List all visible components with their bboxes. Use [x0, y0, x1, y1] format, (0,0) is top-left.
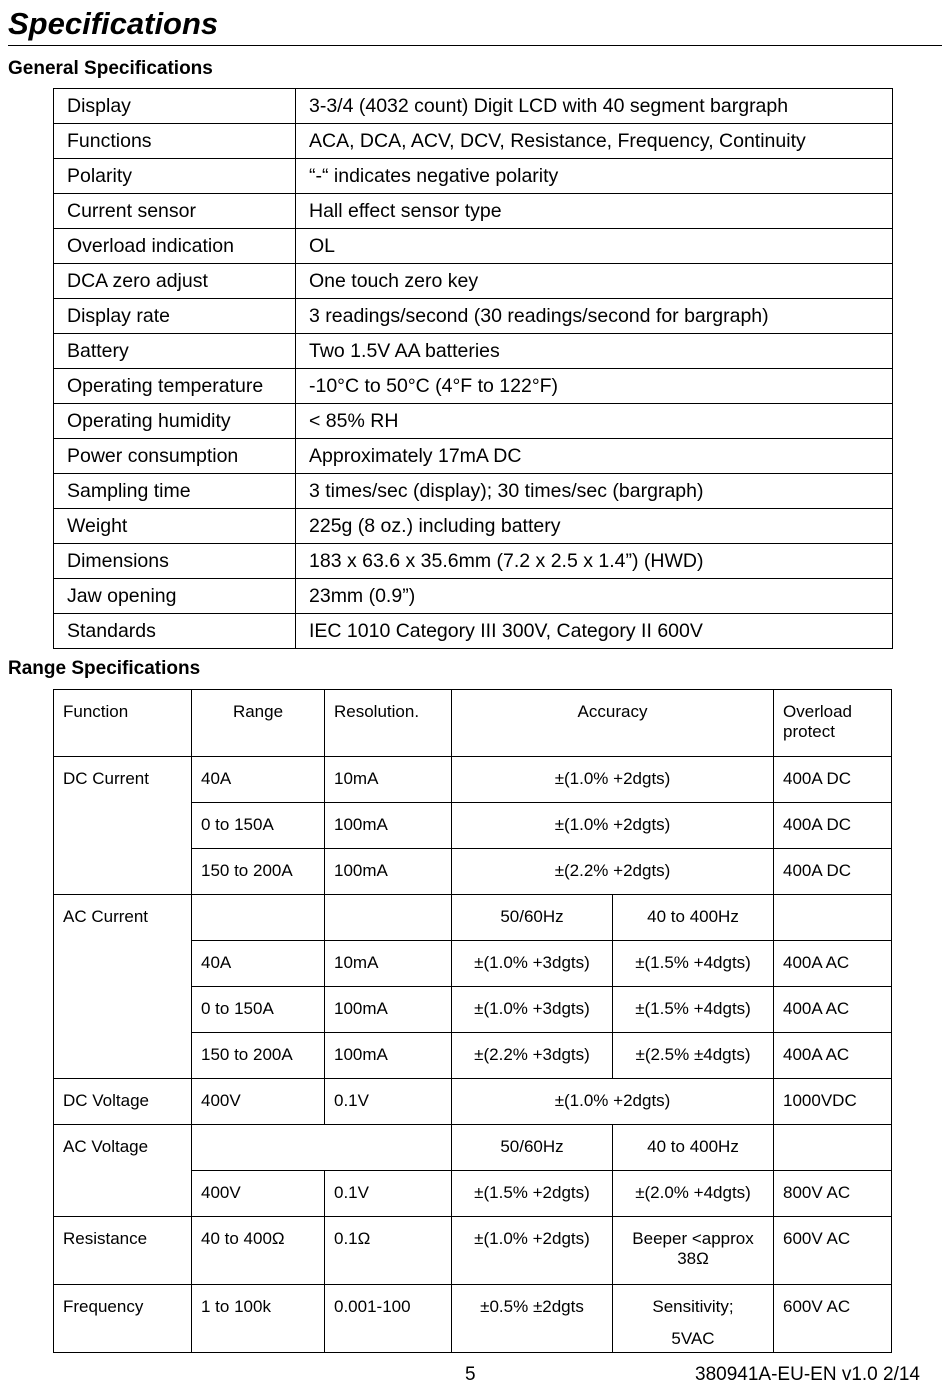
- table-row: [54, 1217, 892, 1285]
- range-specifications-table: [53, 689, 892, 1353]
- resolution-cell: 100mA: [325, 849, 452, 895]
- table-row: [54, 544, 893, 579]
- table-row: [54, 334, 893, 369]
- function-blank: [54, 1171, 192, 1217]
- table-row: [54, 474, 893, 509]
- resolution-cell: [325, 895, 452, 941]
- spec-name: Jaw opening: [54, 579, 296, 614]
- function-resistance: Resistance: [54, 1217, 192, 1285]
- title-divider: [8, 45, 942, 46]
- page-title: Specifications: [8, 6, 219, 41]
- accuracy-cell: ±(1.0% +2dgts): [452, 803, 774, 849]
- overload-cell: 800V AC: [774, 1171, 892, 1217]
- document-id: 380941A-EU-EN v1.0 2/14: [695, 1364, 920, 1385]
- range-cell: 0 to 150A: [192, 803, 325, 849]
- range-cell: [192, 895, 325, 941]
- spec-name: Weight: [54, 509, 296, 544]
- function-blank: [54, 941, 192, 987]
- table-row: [54, 369, 893, 404]
- overload-cell: 400A AC: [774, 987, 892, 1033]
- spec-value: 225g (8 oz.) including battery: [296, 509, 893, 544]
- table-row: [54, 757, 892, 803]
- spec-name: Display rate: [54, 299, 296, 334]
- frequency-band-40-400: 40 to 400Hz: [613, 1125, 774, 1171]
- table-row: [54, 439, 893, 474]
- function-blank: [54, 1033, 192, 1079]
- function-blank: [54, 849, 192, 895]
- table-header-row: [54, 690, 892, 757]
- spec-name: Sampling time: [54, 474, 296, 509]
- accuracy-cell: ±(1.0% +2dgts): [452, 1217, 613, 1285]
- table-row: [54, 264, 893, 299]
- range-cell: 150 to 200A: [192, 849, 325, 895]
- table-row: [54, 895, 892, 941]
- accuracy-cell: ±(2.2% +2dgts): [452, 849, 774, 895]
- spec-name: Operating temperature: [54, 369, 296, 404]
- accuracy-cell: ±(1.5% +4dgts): [613, 987, 774, 1033]
- general-specifications-heading: General Specifications: [8, 58, 213, 79]
- spec-value: “-“ indicates negative polarity: [296, 159, 893, 194]
- accuracy-cell: [613, 1285, 774, 1353]
- spec-name: DCA zero adjust: [54, 264, 296, 299]
- resolution-cell: 10mA: [325, 941, 452, 987]
- function-dc-current: DC Current: [54, 757, 192, 803]
- range-cell: 400V: [192, 1079, 325, 1125]
- table-row: [54, 1079, 892, 1125]
- header-range: Range: [192, 690, 325, 757]
- range-cell: 0 to 150A: [192, 987, 325, 1033]
- table-row: [54, 194, 893, 229]
- spec-value: Approximately 17mA DC: [296, 439, 893, 474]
- table-row: [54, 803, 892, 849]
- range-cell: 1 to 100k: [192, 1285, 325, 1353]
- frequency-band-40-400: 40 to 400Hz: [613, 895, 774, 941]
- spec-name: Current sensor: [54, 194, 296, 229]
- header-function: Function: [54, 690, 192, 757]
- table-row: [54, 124, 893, 159]
- table-row: [54, 579, 893, 614]
- resolution-cell: 100mA: [325, 1033, 452, 1079]
- accuracy-cell: ±0.5% ±2dgts: [452, 1285, 613, 1353]
- spec-name: Dimensions: [54, 544, 296, 579]
- range-cell: 40A: [192, 757, 325, 803]
- overload-cell: 400A DC: [774, 803, 892, 849]
- resolution-cell: 0.1V: [325, 1079, 452, 1125]
- spec-name: Overload indication: [54, 229, 296, 264]
- table-row: [54, 1033, 892, 1079]
- resolution-cell: 0.1V: [325, 1171, 452, 1217]
- resolution-cell: 10mA: [325, 757, 452, 803]
- function-frequency: Frequency: [54, 1285, 192, 1353]
- spec-value: 23mm (0.9”): [296, 579, 893, 614]
- spec-value: 183 x 63.6 x 35.6mm (7.2 x 2.5 x 1.4”) (HWD): [296, 544, 893, 579]
- spec-name: Battery: [54, 334, 296, 369]
- table-row: [54, 159, 893, 194]
- accuracy-cell: ±(1.0% +2dgts): [452, 1079, 774, 1125]
- spec-value: -10°C to 50°C (4°F to 122°F): [296, 369, 893, 404]
- accuracy-cell: ±(1.0% +2dgts): [452, 757, 774, 803]
- table-row: [54, 89, 893, 124]
- table-row: [54, 509, 893, 544]
- table-row: [54, 1125, 892, 1171]
- spec-value: OL: [296, 229, 893, 264]
- spec-value: < 85% RH: [296, 404, 893, 439]
- table-row: [54, 299, 893, 334]
- sensitivity-label: Sensitivity;: [652, 1297, 734, 1316]
- resolution-cell: 100mA: [325, 803, 452, 849]
- accuracy-cell: ±(2.0% +4dgts): [613, 1171, 774, 1217]
- spec-value: IEC 1010 Category III 300V, Category II 600V: [296, 614, 893, 649]
- range-cell: 400V: [192, 1171, 325, 1217]
- overload-cell: 400A DC: [774, 849, 892, 895]
- spec-value: One touch zero key: [296, 264, 893, 299]
- header-accuracy: Accuracy: [452, 690, 774, 757]
- table-row: [54, 849, 892, 895]
- table-row: [54, 987, 892, 1033]
- spec-value: 3 times/sec (display); 30 times/sec (bargraph): [296, 474, 893, 509]
- range-specifications-heading: Range Specifications: [8, 658, 201, 679]
- spec-name: Functions: [54, 124, 296, 159]
- spec-name: Polarity: [54, 159, 296, 194]
- resolution-cell: 0.001-100: [325, 1285, 452, 1353]
- spec-name: Power consumption: [54, 439, 296, 474]
- overload-cell: 400A DC: [774, 757, 892, 803]
- overload-cell: [774, 895, 892, 941]
- accuracy-cell: ±(1.5% +2dgts): [452, 1171, 613, 1217]
- accuracy-cell: Beeper <approx 38Ω: [613, 1217, 774, 1285]
- header-overload: Overload protect: [774, 690, 892, 757]
- spec-value: Hall effect sensor type: [296, 194, 893, 229]
- overload-cell: 600V AC: [774, 1217, 892, 1285]
- frequency-band-50-60: 50/60Hz: [452, 895, 613, 941]
- table-row: [54, 1285, 892, 1353]
- spec-name: Standards: [54, 614, 296, 649]
- function-blank: [54, 987, 192, 1033]
- range-cell: [192, 1125, 452, 1171]
- range-cell: 40 to 400Ω: [192, 1217, 325, 1285]
- range-cell: 40A: [192, 941, 325, 987]
- accuracy-cell: ±(1.5% +4dgts): [613, 941, 774, 987]
- accuracy-cell: ±(2.5% ±4dgts): [613, 1033, 774, 1079]
- spec-name: Operating humidity: [54, 404, 296, 439]
- table-row: [54, 941, 892, 987]
- header-resolution: Resolution.: [325, 690, 452, 757]
- spec-value: Two 1.5V AA batteries: [296, 334, 893, 369]
- function-dc-voltage: DC Voltage: [54, 1079, 192, 1125]
- accuracy-cell: ±(2.2% +3dgts): [452, 1033, 613, 1079]
- overload-cell: 600V AC: [774, 1285, 892, 1353]
- overload-cell: [774, 1125, 892, 1171]
- accuracy-cell: ±(1.0% +3dgts): [452, 987, 613, 1033]
- range-cell: 150 to 200A: [192, 1033, 325, 1079]
- general-specifications-table: [53, 88, 893, 649]
- table-row: [54, 229, 893, 264]
- overload-cell: 400A AC: [774, 1033, 892, 1079]
- table-row: [54, 614, 893, 649]
- page-number: 5: [465, 1364, 476, 1385]
- frequency-band-50-60: 50/60Hz: [452, 1125, 613, 1171]
- resolution-cell: 0.1Ω: [325, 1217, 452, 1285]
- spec-value: ACA, DCA, ACV, DCV, Resistance, Frequency, Continuity: [296, 124, 893, 159]
- table-row: [54, 404, 893, 439]
- table-row: [54, 1171, 892, 1217]
- resolution-cell: 100mA: [325, 987, 452, 1033]
- overload-cell: 400A AC: [774, 941, 892, 987]
- function-ac-current: AC Current: [54, 895, 192, 941]
- spec-value: 3-3/4 (4032 count) Digit LCD with 40 segment bargraph: [296, 89, 893, 124]
- spec-value: 3 readings/second (30 readings/second for bargraph): [296, 299, 893, 334]
- spec-name: Display: [54, 89, 296, 124]
- function-ac-voltage: AC Voltage: [54, 1125, 192, 1171]
- overload-cell: 1000VDC: [774, 1079, 892, 1125]
- accuracy-cell: ±(1.0% +3dgts): [452, 941, 613, 987]
- sensitivity-value: 5VAC: [671, 1329, 715, 1348]
- function-blank: [54, 803, 192, 849]
